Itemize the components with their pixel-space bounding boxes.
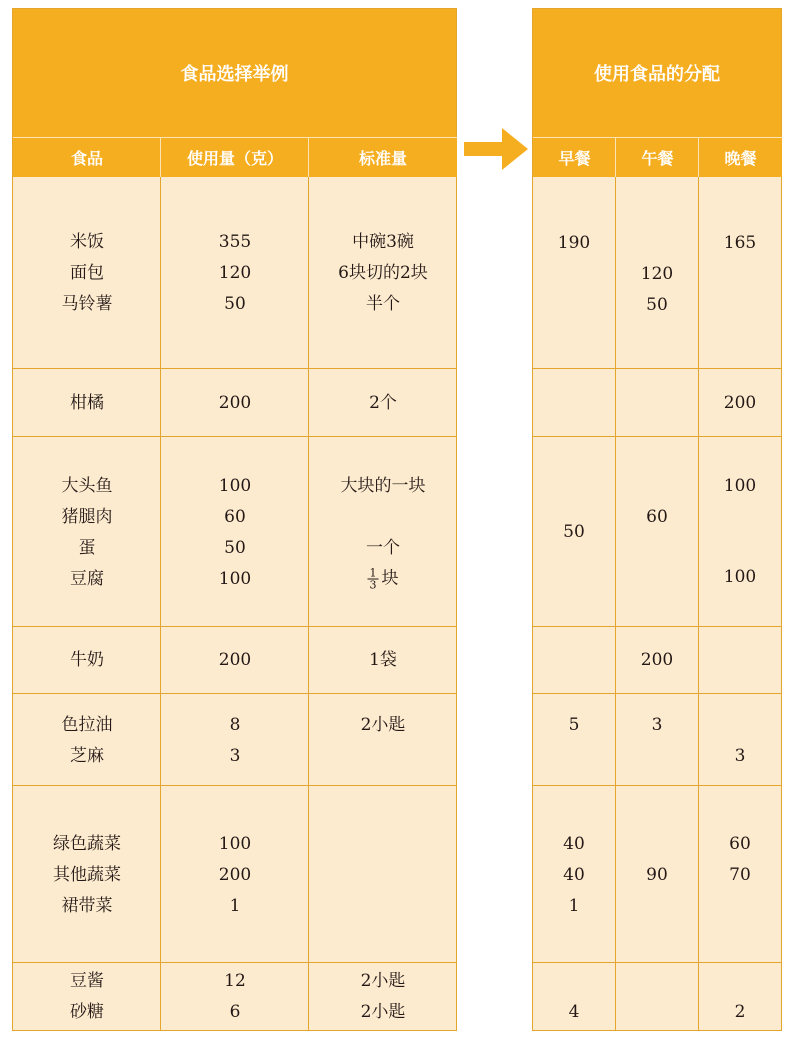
food-amount: 100 — [218, 569, 252, 589]
food-name: 面包 — [70, 263, 104, 283]
meal-allocation-table — [532, 8, 782, 1031]
header-standard: 标准量 — [309, 137, 457, 177]
food-standard: 一个 — [366, 538, 400, 558]
food-name: 绿色蔬菜 — [53, 834, 121, 854]
food-amount: 12 — [224, 971, 246, 991]
dinner-amount: 3 — [734, 746, 746, 766]
row-divider — [533, 962, 781, 963]
food-standard: 6块切的2块 — [338, 263, 428, 283]
food-amount: 100 — [218, 476, 252, 496]
breakfast-amount: 5 — [568, 715, 580, 735]
food-amount: 1 — [229, 896, 241, 916]
breakfast-amount: 190 — [557, 233, 591, 253]
food-selection-table — [12, 8, 457, 1031]
header-breakfast: 早餐 — [533, 137, 616, 177]
row-divider — [533, 785, 781, 786]
column-divider — [615, 137, 616, 177]
food-standard: 2小匙 — [360, 715, 406, 735]
dinner-amount: 200 — [723, 393, 757, 413]
food-standard: 2小匙 — [360, 971, 406, 991]
lunch-amount: 120 — [640, 264, 674, 284]
dinner-amount: 100 — [723, 567, 757, 587]
row-divider — [533, 693, 781, 694]
food-amount: 60 — [224, 507, 246, 527]
food-name: 米饭 — [70, 232, 104, 252]
fraction-denominator: 3 — [369, 578, 377, 592]
column-divider — [160, 137, 161, 177]
breakfast-amount: 4 — [568, 1002, 580, 1022]
right-arrow-icon — [464, 128, 528, 170]
row-divider — [13, 626, 456, 627]
dinner-amount: 70 — [729, 865, 751, 885]
header-food: 食品 — [13, 137, 161, 177]
food-amount: 200 — [218, 393, 252, 413]
lunch-amount: 50 — [646, 295, 668, 315]
row-divider — [13, 962, 456, 963]
meal-allocation-title: 使用食品的分配 — [533, 9, 781, 137]
food-amount: 200 — [218, 865, 252, 885]
row-divider — [13, 368, 456, 369]
food-standard: 1袋 — [369, 650, 397, 670]
food-amount: 200 — [218, 650, 252, 670]
food-amount: 120 — [218, 263, 252, 283]
food-selection-title: 食品选择举例 — [13, 9, 456, 137]
column-divider — [698, 137, 699, 177]
column-divider — [698, 177, 699, 1030]
food-standard-fraction — [368, 568, 399, 591]
breakfast-amount: 40 — [563, 865, 585, 885]
column-divider — [615, 177, 616, 1030]
food-name: 大头鱼 — [61, 476, 113, 496]
fraction-numerator: 1 — [369, 566, 377, 580]
food-name: 马铃薯 — [61, 294, 113, 314]
food-standard: 半个 — [366, 294, 400, 314]
food-name: 猪腿肉 — [61, 507, 113, 527]
food-amount: 100 — [218, 834, 252, 854]
food-amount: 355 — [218, 232, 252, 252]
dinner-amount: 2 — [734, 1002, 746, 1022]
header-amount: 使用量（克） — [161, 137, 309, 177]
row-divider — [533, 626, 781, 627]
column-divider — [308, 177, 309, 1030]
row-divider — [13, 785, 456, 786]
food-name: 其他蔬菜 — [53, 865, 121, 885]
row-divider — [533, 436, 781, 437]
food-amount: 6 — [229, 1002, 241, 1022]
food-name: 牛奶 — [70, 650, 104, 670]
lunch-amount: 200 — [640, 650, 674, 670]
food-standard: 2小匙 — [360, 1002, 406, 1022]
food-amount: 8 — [229, 715, 241, 735]
column-divider — [308, 137, 309, 177]
column-divider — [160, 177, 161, 1030]
food-name: 芝麻 — [70, 746, 104, 766]
food-standard: 大块的一块 — [340, 476, 426, 496]
food-standard: 2个 — [369, 393, 397, 413]
food-name: 豆酱 — [70, 971, 104, 991]
food-amount: 3 — [229, 746, 241, 766]
breakfast-amount: 1 — [568, 896, 580, 916]
header-lunch: 午餐 — [616, 137, 699, 177]
lunch-amount: 90 — [646, 865, 668, 885]
food-standard: 块 — [381, 568, 399, 589]
food-name: 豆腐 — [70, 569, 104, 589]
food-amount: 50 — [224, 294, 246, 314]
food-amount: 50 — [224, 538, 246, 558]
breakfast-amount: 50 — [563, 522, 585, 542]
row-divider — [13, 693, 456, 694]
row-divider — [13, 436, 456, 437]
row-divider — [533, 368, 781, 369]
fraction — [368, 568, 379, 591]
dinner-amount: 100 — [723, 476, 757, 496]
food-name: 砂糖 — [70, 1002, 104, 1022]
food-name: 裙带菜 — [61, 896, 113, 916]
lunch-amount: 3 — [651, 715, 663, 735]
header-dinner: 晚餐 — [699, 137, 782, 177]
food-name: 蛋 — [78, 538, 96, 558]
food-standard: 中碗3碗 — [352, 232, 414, 252]
food-name: 柑橘 — [70, 393, 104, 413]
dinner-amount: 60 — [729, 834, 751, 854]
lunch-amount: 60 — [646, 507, 668, 527]
food-name: 色拉油 — [61, 715, 113, 735]
dinner-amount: 165 — [723, 233, 757, 253]
breakfast-amount: 40 — [563, 834, 585, 854]
